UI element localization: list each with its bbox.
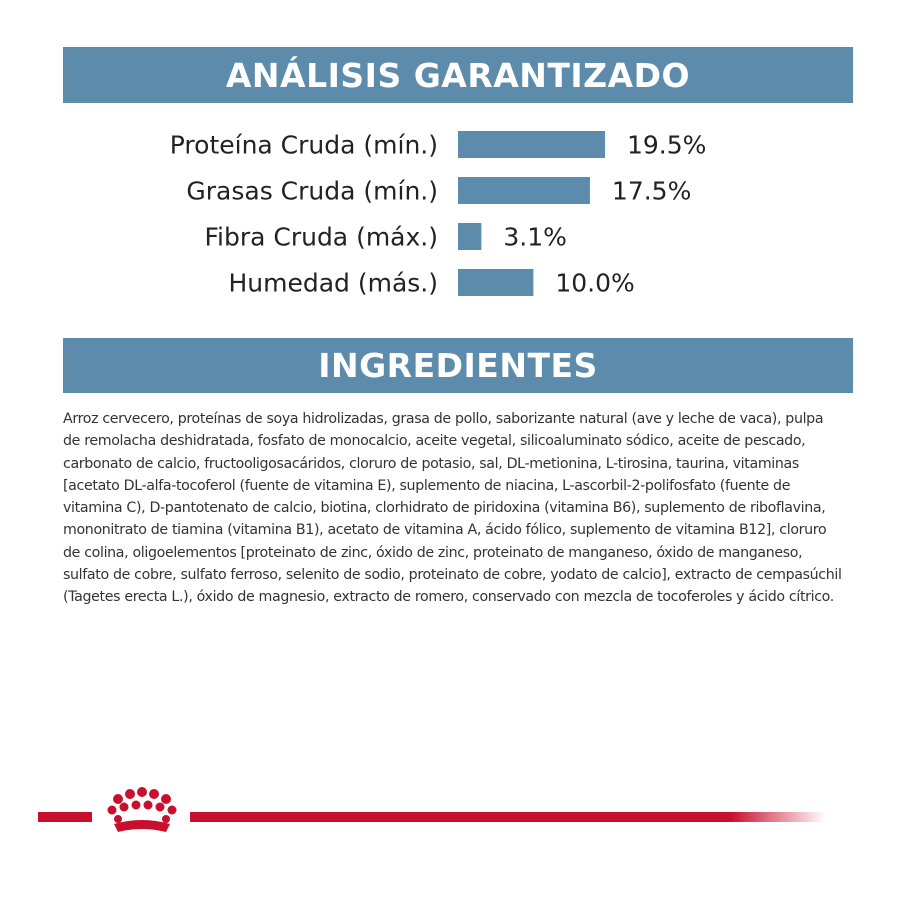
bar-value-label: 10.0%: [555, 268, 635, 298]
analysis-title: ANÁLISIS GARANTIZADO: [225, 55, 691, 95]
footer-stripe-left: [38, 812, 92, 822]
bar-value-label: 19.5%: [627, 130, 707, 160]
ingredients-text: Arroz cervecero, proteínas de soya hidrolizadas, grasa de pollo, saborizante natural (ave y leche de vaca), pulpa de remolacha deshidratada, fosfato de monocalcio, aceite vegetal, silicoaluminato sódico, aceite de pescado, carbonato de calcio, fructooligosacáridos, cloruro de potasio, sal, DL-metionina, L-tirosina, taurina, vitaminas [acetato DL-alfa-tocoferol (fuente de vitamina E), suplemento de niacina, L-ascorbil-2-polifosfato (fuente de vitamina C), D-pantotenato de calcio, biotina, clorhidrato de piridoxina (vitamina B6), suplemento de riboflavina, mononitrato de tiamina (vitamina B1), acetato de vitamina A, ácido fólico, suplemento de vitamina B12], cloruro de colina, oligoelementos [proteinato de zinc, óxido de zinc, proteinato de manganeso, óxido de manganeso, sulfato de cobre, sulfato ferroso, selenito de sodio, proteinato de cobre, yodato de calcio], extracto de cempasúchil (Tagetes erecta L.), óxido de magnesio, extracto de romero, conservado con mezcla de tocoferoles y ácido cítrico.: [63, 411, 842, 606]
bar-label: Humedad (más.): [228, 268, 438, 298]
bar-value-label: 17.5%: [611, 176, 692, 206]
ingredients-title: INGREDIENTES: [318, 346, 598, 385]
bar: [458, 223, 481, 250]
analysis-bar-chart: [0, 0, 900, 330]
footer-stripe-right: [190, 812, 826, 822]
bar: [458, 177, 590, 204]
bar: [458, 269, 533, 296]
ingredients-header: [63, 338, 853, 393]
bar-label: Grasas Cruda (mín.): [186, 176, 438, 206]
bar-label: Proteína Cruda (mín.): [169, 130, 438, 160]
brand-footer-band: [38, 786, 828, 842]
bar: [458, 131, 605, 158]
bar-label: Fibra Cruda (máx.): [204, 222, 438, 252]
bar-value-label: 3.1%: [503, 222, 567, 252]
crown-icon: [108, 787, 177, 832]
